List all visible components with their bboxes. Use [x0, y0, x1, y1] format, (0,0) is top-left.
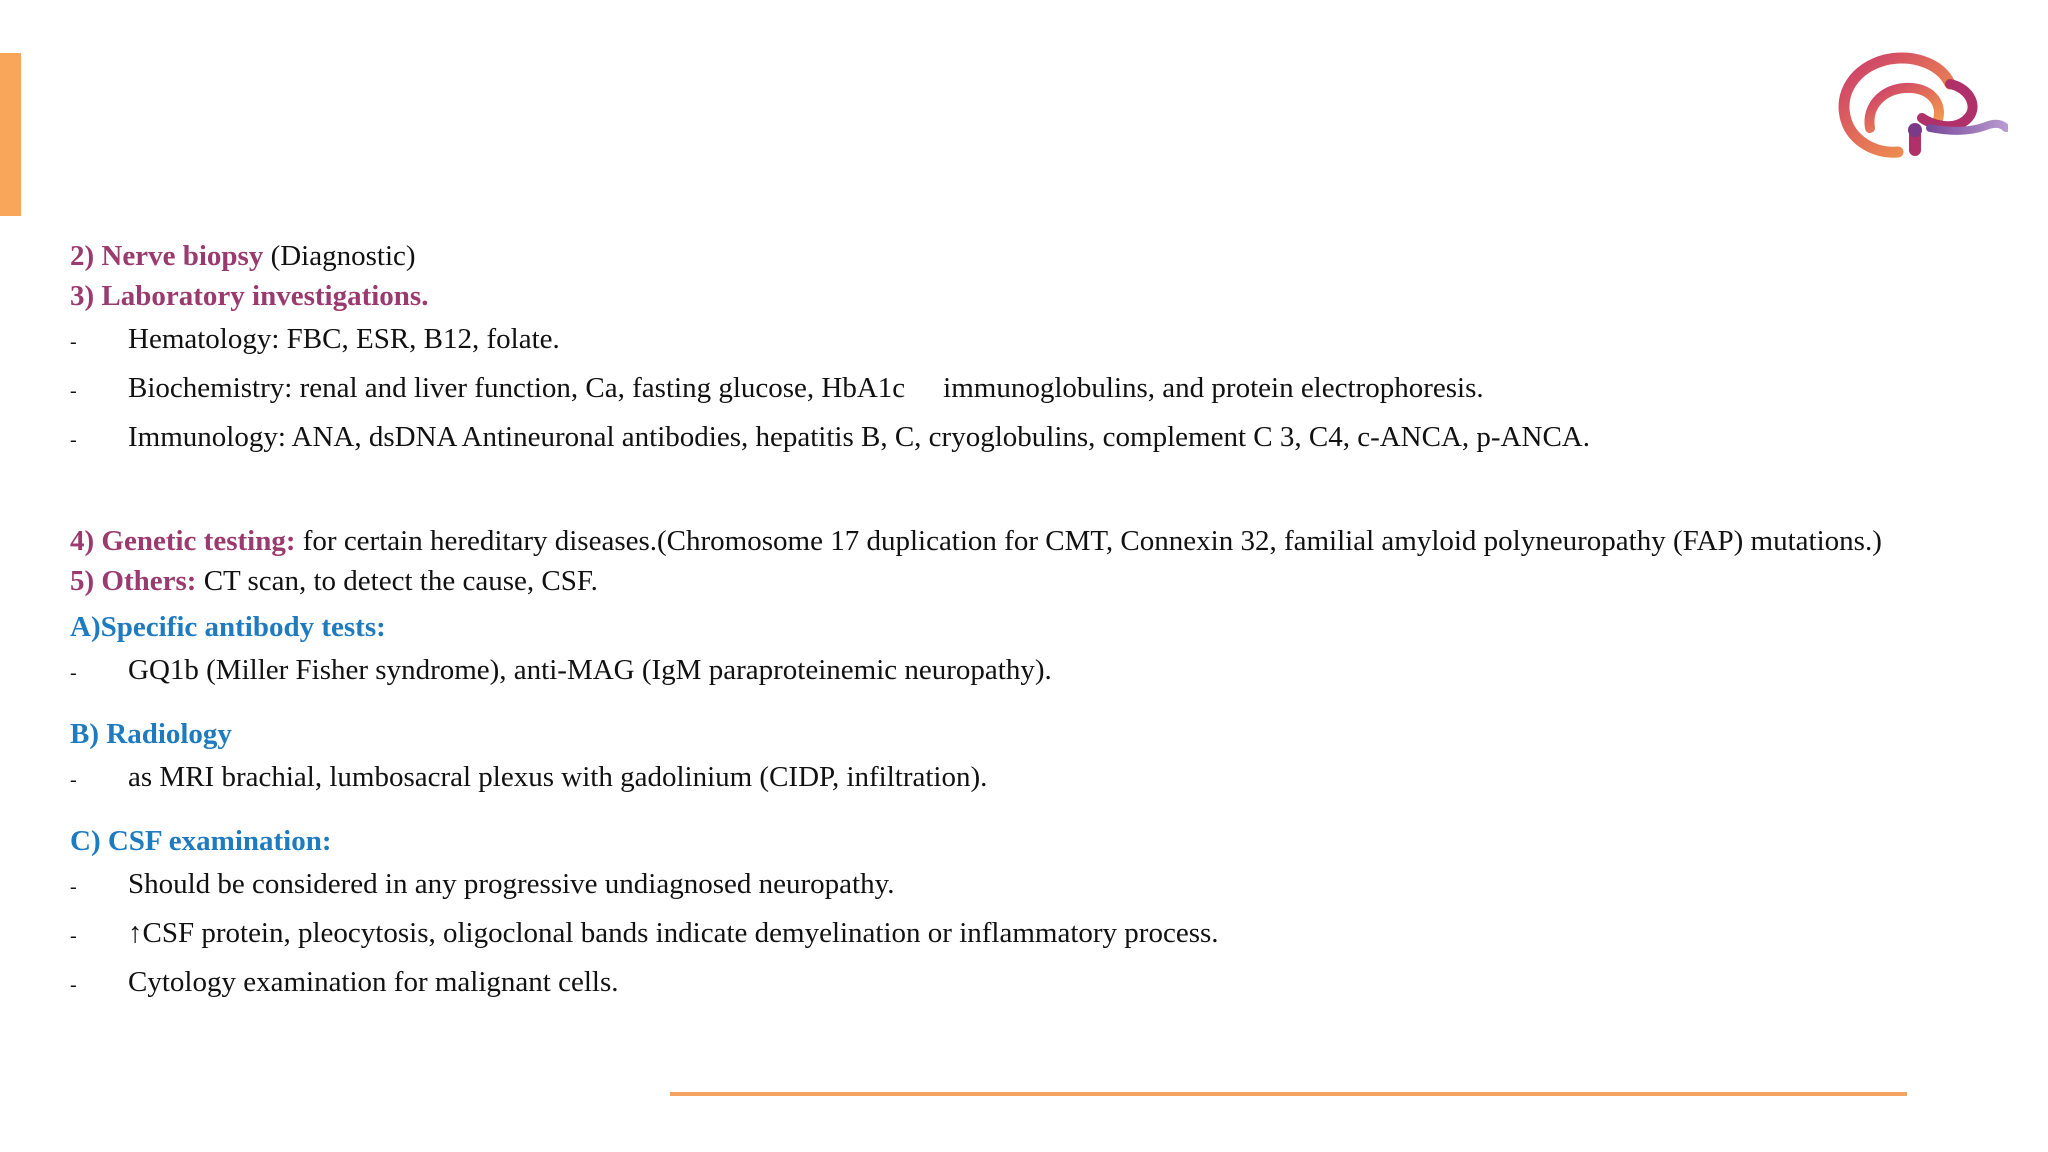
hematology-text: Hematology: FBC, ESR, B12, folate. [128, 323, 560, 355]
others-line [70, 561, 2030, 601]
immunology-text: Immunology: ANA, dsDNA Antineuronal antibodies, hepatitis B, C, cryoglobulins, complement C 3, C4, c-ANCA, p-ANCA. [128, 421, 1590, 453]
list-item [70, 316, 2030, 365]
csf-heading-line [70, 821, 2030, 861]
csf-text-3: Cytology examination for malignant cells. [128, 966, 619, 998]
genetic-testing-text: for certain hereditary diseases.(Chromosome 17 duplication for CMT, Connexin 32, familial amyloid polyneuropathy (FAP) mutations.) [295, 525, 1882, 557]
genetic-testing-heading: 4) Genetic testing: [70, 525, 296, 557]
nerve-biopsy-heading: 2) Nerve biopsy [70, 240, 264, 272]
bullet-marker: - [70, 429, 77, 451]
list-item [70, 910, 2030, 959]
bullet-marker: - [70, 876, 77, 898]
list-item [70, 959, 2030, 1008]
others-text: CT scan, to detect the cause, CSF. [196, 565, 598, 597]
bullet-marker: - [70, 925, 77, 947]
footer-divider [670, 1092, 1907, 1096]
bullet-marker: - [70, 662, 77, 684]
csf-text-1: Should be considered in any progressive undiagnosed neuropathy. [128, 868, 895, 900]
list-item [70, 414, 2030, 463]
nerve-biopsy-note: (Diagnostic) [263, 240, 416, 272]
bullet-marker: - [70, 331, 77, 353]
list-item [70, 754, 2030, 803]
slide-content [70, 236, 2030, 1008]
nerve-biopsy-line [70, 236, 2030, 276]
radiology-heading-line [70, 714, 2030, 754]
genetic-testing-line [70, 521, 2030, 561]
accent-bar [0, 53, 21, 216]
csf-text-2: ↑CSF protein, pleocytosis, oligoclonal bands indicate demyelination or inflammatory process. [128, 917, 1219, 949]
others-heading: 5) Others: [70, 565, 197, 597]
radiology-heading: B) Radiology [70, 718, 232, 750]
list-item [70, 861, 2030, 910]
biochemistry-text: Biochemistry: renal and liver function, Ca, fasting glucose, HbA1c [128, 372, 906, 404]
bullet-marker: - [70, 769, 77, 791]
lab-investigations-heading: 3) Laboratory investigations. [70, 280, 429, 312]
csf-heading: C) CSF examination: [70, 825, 332, 857]
antibody-tests-heading-line [70, 607, 2030, 647]
brain-logo-icon [1830, 48, 2008, 166]
lab-investigations-heading-line [70, 276, 2030, 316]
list-item [70, 647, 2030, 696]
list-item [70, 365, 2030, 414]
bullet-marker: - [70, 974, 77, 996]
biochemistry-text-cont: immunoglobulins, and protein electrophoresis. [943, 372, 1484, 404]
radiology-text: as MRI brachial, lumbosacral plexus with gadolinium (CIDP, infiltration). [128, 761, 988, 793]
antibody-tests-heading: A)Specific antibody tests: [70, 611, 386, 643]
bullet-marker: - [70, 380, 77, 402]
antibody-tests-text: GQ1b (Miller Fisher syndrome), anti-MAG (IgM paraproteinemic neuropathy). [128, 654, 1052, 686]
